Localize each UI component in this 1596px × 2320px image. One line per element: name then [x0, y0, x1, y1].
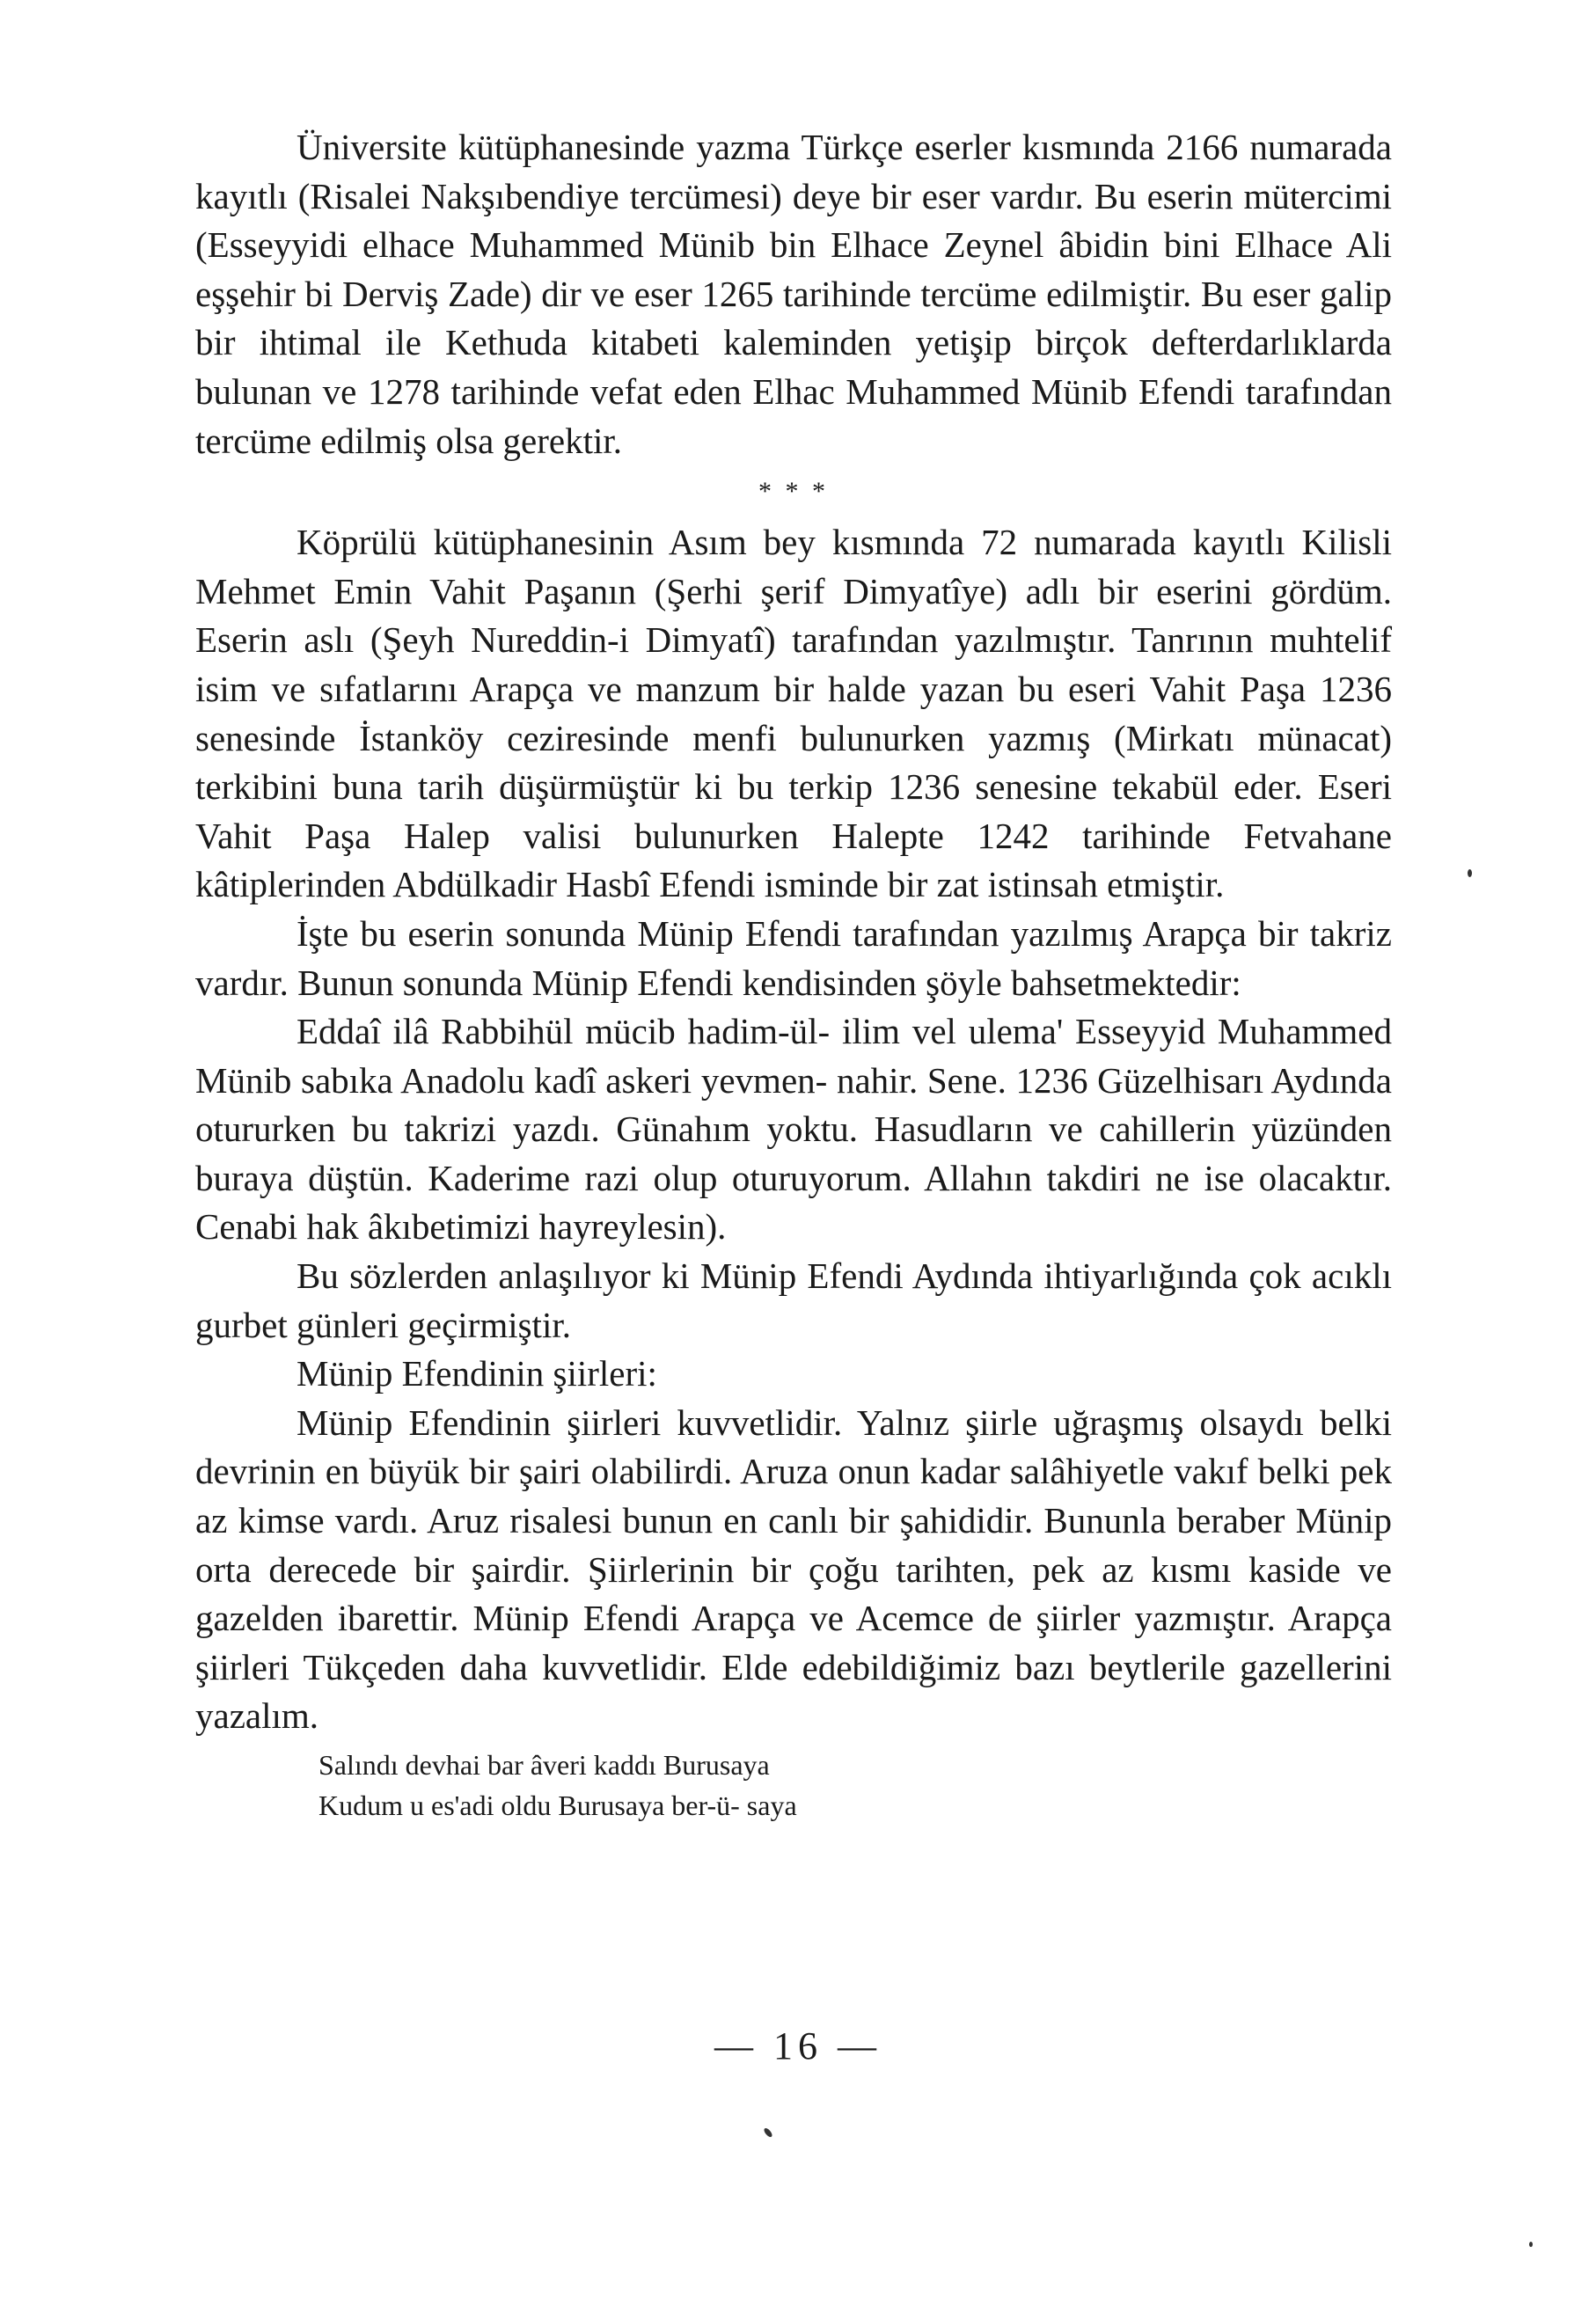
verse-line-2: Kudum u es'adi oldu Burusaya ber-ü- saya — [318, 1789, 797, 1821]
scan-speck — [1529, 2242, 1533, 2247]
paragraph-bu-sozlerden: Bu sözlerden anlaşılıyor ki Münip Efendi Aydında ihtiyarlığında çok acıklı gurbet günleri geçirmiştir. — [195, 1255, 1392, 1345]
paragraph-universite: Üniversite kütüphanesinde yazma Türkçe eserler kısmında 2166 numarada kayıtlı (Risalei Nakşıbendiye tercümesi) deye bir eser vardır. Bu eserin mütercimi (Esseyyidi elhace Muhammed Münib bin Elhace Zeynel âbidin bini Elhace Ali eşşehir bi Derviş Zade) dir ve eser 1265 tarihinde tercüme edilmiştir. Bu eser galip bir ihtimal ile Kethuda kitabeti kaleminden yetişip birçok defterdarlıklarda bulunan ve 1278 tarihinde vefat eden Elhac Muhammed Münib Efendi tarafından tercüme edilmiş olsa gerektir. — [195, 127, 1392, 461]
scan-speck — [1468, 869, 1472, 877]
scan-speck — [763, 2126, 773, 2138]
siirleri-heading: Münip Efendinin şiirleri: — [297, 1353, 657, 1394]
verse-line-1: Salındı devhai bar âveri kaddı Burusaya — [318, 1749, 770, 1781]
section-ornament: * * * — [758, 477, 829, 507]
verse-block — [195, 1745, 1392, 1826]
page-number: — 16 — — [714, 2024, 882, 2068]
paragraph-siirleri: Münip Efendinin şiirleri kuvvetlidir. Yalnız şiirle uğraşmış olsaydı belki devrinin en büyük bir şairi olabilirdi. Aruza onun kadar salâhiyetle vakıf belki pek az kimse vardı. Aruz risalesi bunun en canlı bir şahididir. Bununla beraber Münip orta derecede bir şairdir. Şiirlerinin bir çoğu tarihten, pek az kısmı kaside ve gazelden ibarettir. Münip Efendi Arapça ve Acemce de şiirler yazmıştır. Arapça şiirleri Tükçeden daha kuvvetlidir. Elde edebildiğimiz bazı beytlerile gazellerini yazalım. — [195, 1402, 1392, 1737]
paragraph-koprulu: Köprülü kütüphanesinin Asım bey kısmında 72 numarada kayıtlı Kilisli Mehmet Emin Vahit Paşanın (Şerhi şerif Dimyatîye) adlı bir eserini gördüm. Eserin aslı (Şeyh Nureddin-i Dimyatî) tarafından yazılmıştır. Tanrının muhtelif isim ve sıfatlarını Arapça ve manzum bir halde yazan bu eseri Vahit Paşa 1236 senesinde İstanköy ceziresinde menfi bulunurken yazmış (Mirkatı münacat) terkibini buna tarih düşürmüştür ki bu terkip 1236 senesine tekabül eder. Eseri Vahit Paşa Halep valisi bulunurken Halepte 1242 tarihinde Fetvahane kâtiplerinden Abdülkadir Hasbî Efendi isminde bir zat istinsah etmiştir. — [195, 522, 1392, 905]
paragraph-iste: İşte bu eserin sonunda Münip Efendi tarafından yazılmış Arapça bir takriz vardır. Bunun sonunda Münip Efendi kendisinden şöyle bahsetmektedir: — [195, 912, 1392, 1003]
paragraph-eddai: Eddaî ilâ Rabbihül mücib hadim-ül- ilim vel ulema' Esseyyid Muhammed Münib sabıka Anadolu kadî askeri yevmen- nahir. Sene. 1236 Güzelhisarı Aydında otururken bu takrizi yazdı. Günahım yoktu. Hasudların ve cahillerin yüzünden buraya düştün. Kaderime razi olup oturuyorum. Allahın takdiri ne ise olacaktır. Cenabi hak âkıbetimizi hayreylesin). — [195, 1011, 1392, 1248]
body-text — [195, 123, 1392, 1826]
